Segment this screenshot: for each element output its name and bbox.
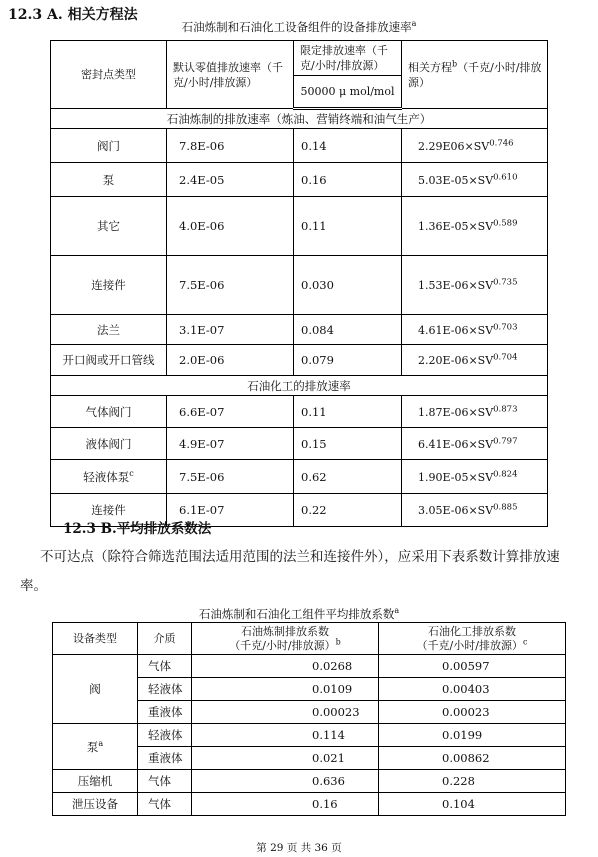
refining-factor: 0.0268: [192, 655, 379, 678]
equipment-valve: 阀: [53, 655, 138, 724]
refining-factor: 0.114: [192, 724, 379, 747]
chemical-factor: 0.00597: [379, 655, 566, 678]
equation-exponent: 0.610: [493, 171, 518, 182]
default-rate: 7.5E-06: [167, 460, 294, 494]
table1-caption-text: 石油炼制和石油化工设备组件的设备排放速率: [181, 20, 412, 34]
table-row: [51, 396, 548, 428]
seal-type: 连接件: [51, 494, 167, 527]
equipment-pump: [53, 724, 138, 770]
limit-rate: 0.11: [294, 396, 402, 428]
equation-exponent: 0.885: [493, 502, 518, 513]
equation-exponent: 0.735: [493, 277, 518, 288]
default-rate: 3.1E-07: [167, 315, 294, 345]
equation-coefficient: 2.29E06×SV: [418, 139, 490, 153]
table-row: [51, 256, 548, 315]
refining-factor: 0.00023: [192, 701, 379, 724]
default-rate: 7.8E-06: [167, 129, 294, 163]
chemical-factor: 0.00023: [379, 701, 566, 724]
table2-caption-text: 石油炼制和石油化工组件平均排放系数: [198, 607, 395, 621]
chemical-factor: 0.00403: [379, 678, 566, 701]
medium: 气体: [138, 770, 192, 793]
equation-exponent: 0.873: [493, 403, 518, 414]
header-equation-text: 相关方程: [408, 60, 452, 74]
table-row: [51, 315, 548, 345]
equation: [402, 315, 548, 345]
section-a-title: 相关方程法: [67, 7, 138, 23]
seal-type: 阀门: [51, 129, 167, 163]
average-emission-factor-table: [52, 622, 566, 816]
equipment-pump-text: 泵: [86, 739, 99, 754]
equation: [402, 256, 548, 315]
chemical-factor: 0.104: [379, 793, 566, 816]
header-limit-sub: 50000 μ mol/mol: [294, 76, 402, 109]
default-rate: 4.0E-06: [167, 197, 294, 256]
equation: [402, 197, 548, 256]
table-row: [51, 460, 548, 494]
default-rate: 2.4E-05: [167, 163, 294, 197]
limit-rate: 0.079: [294, 345, 402, 376]
equation: [402, 428, 548, 460]
header-limit-rate: 限定排放速率（千克/小时/排放源）: [294, 41, 402, 76]
header-refining-factor: [192, 623, 379, 655]
medium: 气体: [138, 655, 192, 678]
equation-exponent: 0.589: [493, 218, 518, 229]
limit-rate: 0.16: [294, 163, 402, 197]
emission-rate-table: [50, 40, 548, 527]
equation: [402, 494, 548, 527]
refining-factor: 0.636: [192, 770, 379, 793]
default-rate: 2.0E-06: [167, 345, 294, 376]
table-row: [53, 655, 566, 678]
medium: 轻液体: [138, 724, 192, 747]
equation-coefficient: 2.20E-06×SV: [418, 354, 494, 367]
seal-type-sup: c: [129, 468, 134, 478]
seal-type: 其它: [51, 197, 167, 256]
limit-rate: 0.030: [294, 256, 402, 315]
limit-rate: 0.15: [294, 428, 402, 460]
seal-type: 法兰: [51, 315, 167, 345]
equipment-pump-sup: a: [98, 738, 104, 748]
table2-caption-sup: a: [394, 606, 400, 616]
seal-type: 泵: [51, 163, 167, 197]
limit-rate: 0.11: [294, 197, 402, 256]
refining-factor: 0.16: [192, 793, 379, 816]
medium: 轻液体: [138, 678, 192, 701]
header-medium: 介质: [138, 623, 192, 655]
table-row: [53, 770, 566, 793]
seal-type: 液体阀门: [51, 428, 167, 460]
table1-caption: [0, 19, 598, 35]
medium: 气体: [138, 793, 192, 816]
equation-coefficient: 1.90E-05×SV: [418, 470, 494, 484]
header-chemical-sup: c: [522, 636, 528, 646]
equation: [402, 163, 548, 197]
limit-rate: 0.084: [294, 315, 402, 345]
header-equation-sup: b: [452, 58, 458, 68]
default-rate: 4.9E-07: [167, 428, 294, 460]
table-row: [51, 129, 548, 163]
equipment-relief-device: 泄压设备: [53, 793, 138, 816]
table-row: [51, 163, 548, 197]
equation-coefficient: 5.03E-05×SV: [418, 173, 494, 187]
equation: [402, 396, 548, 428]
header-refining-title: 石油炼制排放系数: [241, 624, 329, 638]
equation-coefficient: 6.41E-06×SV: [418, 437, 494, 451]
header-refining-sup: b: [335, 636, 341, 646]
equation-coefficient: 4.61E-06×SV: [418, 323, 494, 337]
refining-factor: 0.0109: [192, 678, 379, 701]
chemical-factor: 0.228: [379, 770, 566, 793]
page-footer: 第 29 页 共 36 页: [256, 842, 342, 854]
table-row: [53, 724, 566, 747]
header-equation-unit: （千克/小时/排放源）: [408, 60, 542, 89]
header-default-rate: 默认零值排放速率（千克/小时/排放源）: [167, 41, 294, 109]
table2-caption: [0, 606, 598, 622]
table1-caption-sup: a: [411, 19, 417, 29]
table-row: [51, 428, 548, 460]
header-equipment-type: 设备类型: [53, 623, 138, 655]
equation-exponent: 0.824: [493, 468, 518, 479]
refining-factor: 0.021: [192, 747, 379, 770]
header-equation: [402, 41, 548, 109]
section-refining: 石油炼制的排放速率（炼油、营销终端和油气生产）: [51, 109, 548, 129]
section-a-number: 12.3 A.: [8, 7, 63, 23]
seal-type: [51, 460, 167, 494]
equation: [402, 345, 548, 376]
seal-type: 连接件: [51, 256, 167, 315]
header-chemical-unit: （千克/小时/排放源）: [416, 638, 523, 652]
equation-exponent: 0.704: [493, 352, 518, 363]
equation-coefficient: 1.36E-05×SV: [418, 220, 494, 233]
body-paragraph: 不可达点（除符合筛选范围法适用范围的法兰和连接件外），应采用下表系数计算排放速率。: [20, 549, 560, 594]
medium: 重液体: [138, 701, 192, 724]
equipment-compressor: 压缩机: [53, 770, 138, 793]
header-chemical-factor: [379, 623, 566, 655]
default-rate: 6.1E-07: [167, 494, 294, 527]
equation-exponent: 0.746: [489, 137, 514, 148]
seal-type-text: 轻液体泵: [83, 469, 130, 484]
equation-coefficient: 1.53E-06×SV: [418, 279, 494, 292]
table-row: [51, 345, 548, 376]
header-refining-unit: （千克/小时/排放源）: [229, 638, 336, 652]
seal-type: 气体阀门: [51, 396, 167, 428]
limit-rate: 0.14: [294, 129, 402, 163]
equation-exponent: 0.797: [493, 435, 518, 446]
equation: [402, 460, 548, 494]
default-rate: 7.5E-06: [167, 256, 294, 315]
seal-type: 开口阀或开口管线: [51, 345, 167, 376]
chemical-factor: 0.00862: [379, 747, 566, 770]
table-row: [53, 793, 566, 816]
equation: [402, 129, 548, 163]
default-rate: 6.6E-07: [167, 396, 294, 428]
limit-rate: 0.62: [294, 460, 402, 494]
medium: 重液体: [138, 747, 192, 770]
table-row: [51, 197, 548, 256]
equation-coefficient: 3.05E-06×SV: [418, 504, 494, 517]
section-b-heading: 12.3 B.平均排放系数法: [63, 521, 212, 537]
chemical-factor: 0.0199: [379, 724, 566, 747]
equation-exponent: 0.703: [493, 321, 518, 332]
equation-coefficient: 1.87E-06×SV: [418, 405, 494, 419]
limit-rate: 0.22: [294, 494, 402, 527]
header-seal-type: 密封点类型: [51, 41, 167, 109]
header-chemical-title: 石油化工排放系数: [428, 624, 516, 638]
section-chemical: 石油化工的排放速率: [51, 376, 548, 396]
